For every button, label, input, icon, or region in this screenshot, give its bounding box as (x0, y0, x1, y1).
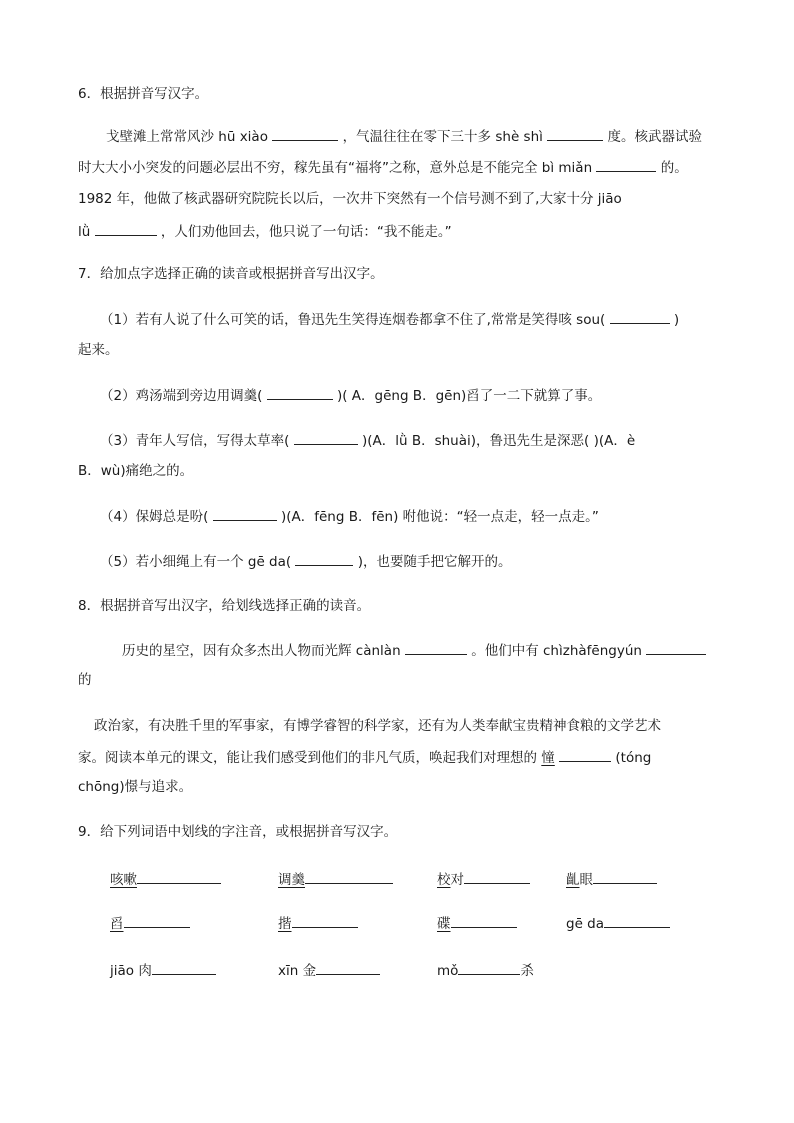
underlined-char: 齓 (566, 872, 580, 888)
answer-blank[interactable] (596, 157, 656, 172)
answer-blank[interactable] (124, 913, 190, 928)
q8-text: 家。阅读本单元的课文，能让我们感受到他们的非凡气质，唤起我们对理想的 (78, 750, 537, 766)
pinyin-prompt: gē da (566, 916, 605, 932)
underlined-word: 调羹 (278, 872, 305, 888)
q9-item (110, 869, 221, 890)
answer-blank[interactable] (272, 126, 338, 141)
q8-line2: 的 (78, 672, 92, 688)
answer-blank[interactable] (610, 309, 670, 324)
q6-line1 (106, 126, 702, 147)
q6-line2 (78, 157, 688, 178)
q6-text: lǜ (78, 224, 91, 240)
q7-text: （1）若有人说了什么可笑的话，鲁迅先生笑得连烟卷都拿不住了,常常是笑得咳 sou( (100, 312, 606, 328)
q7-text: （4）保姆总是吩( (100, 509, 209, 525)
answer-blank[interactable] (95, 221, 157, 236)
q7-item1-cont: 起来。 (78, 342, 119, 358)
answer-blank[interactable] (267, 385, 333, 400)
underlined-char: 碟 (437, 916, 451, 932)
q8-title: 8．根据拼音写出汉字，给划线选择正确的读音。 (78, 598, 371, 614)
q6-line4 (78, 221, 452, 242)
answer-blank[interactable] (559, 747, 611, 762)
underlined-char: 舀 (110, 916, 124, 932)
q6-line3: 1982 年，他做了核武器研究院院长以后，一次井下突然有一个信号测不到了,大家十分 jiāo (78, 191, 622, 207)
underlined-char: 憧 (541, 750, 555, 766)
q7-item3-cont: B．wù)痛绝之的。 (78, 463, 194, 479)
answer-blank[interactable] (152, 960, 216, 975)
answer-blank[interactable] (316, 960, 380, 975)
answer-blank[interactable] (451, 913, 517, 928)
q7-text: )(A．fēng B．fēn) 咐他说：“轻一点走，轻一点走。” (280, 509, 599, 525)
answer-blank[interactable] (464, 869, 530, 884)
q7-item1 (100, 309, 679, 330)
q7-item3 (100, 430, 635, 451)
q9-item (278, 960, 380, 981)
word-rest: 眼 (579, 872, 593, 888)
answer-blank[interactable] (593, 869, 657, 884)
q9-item (566, 869, 657, 890)
answer-blank[interactable] (405, 640, 467, 655)
answer-blank[interactable] (213, 506, 277, 521)
underlined-char: 揩 (278, 916, 292, 932)
answer-blank[interactable] (646, 640, 706, 655)
answer-blank[interactable] (305, 869, 393, 884)
q7-title: 7．给加点字选择正确的读音或根据拼音写出汉字。 (78, 266, 384, 282)
q8-text: 历史的星空，因有众多杰出人物而光辉 cànlàn (122, 643, 401, 659)
answer-blank[interactable] (294, 430, 358, 445)
q7-text: （3）青年人写信，写得太草率( (100, 433, 290, 449)
q7-text: （5）若小细绳上有一个 gē da( (100, 554, 292, 570)
word-rest: 对 (450, 872, 464, 888)
q7-item4 (100, 506, 599, 527)
q6-text: 戈壁滩上常常风沙 hū xiào (106, 129, 268, 145)
q7-item5 (100, 551, 512, 572)
q9-item (437, 913, 517, 934)
q9-item (110, 960, 216, 981)
pinyin-prompt: mǒ (437, 963, 459, 979)
word-rest: 杀 (520, 963, 534, 979)
q8-line5: chōng)憬与追求。 (78, 779, 193, 795)
answer-blank[interactable] (547, 126, 603, 141)
underlined-char: 校 (437, 872, 451, 888)
q9-title: 9．给下列词语中划线的字注音，或根据拼音写汉字。 (78, 824, 398, 840)
q6-text: ，人们劝他回去，他只说了一句话：“我不能走。” (160, 224, 452, 240)
q7-text: ) (673, 312, 680, 328)
answer-blank[interactable] (295, 551, 353, 566)
q6-text: 的。 (660, 160, 688, 176)
q8-line3: 政治家，有决胜千里的军事家，有博学睿智的科学家，还有为人类奉献宝贵精神食粮的文学艺术 (94, 718, 661, 734)
q7-text: )(A．lǜ B．shuài)，鲁迅先生是深恶( )(A．è (361, 433, 636, 449)
q6-text: 时大大小小突发的问题必层出不穷，稼先虽有“福将”之称，意外总是不能完全 bì miǎn (78, 160, 593, 176)
answer-blank[interactable] (458, 960, 520, 975)
q9-item (278, 913, 358, 934)
q9-item (437, 960, 534, 981)
q7-text: )( A．gēng B．gēn)舀了一二下就算了事。 (336, 388, 602, 404)
q9-item (566, 913, 670, 934)
q6-text: 度。核武器试验 (607, 129, 702, 145)
underlined-word: 咳嗽 (110, 872, 137, 888)
pinyin-prompt: jiāo 肉 (110, 963, 152, 979)
answer-blank[interactable] (137, 869, 221, 884)
q9-item (278, 869, 393, 890)
q7-text: （2）鸡汤端到旁边用调羹( (100, 388, 263, 404)
q6-title: 6．根据拼音写汉字。 (78, 86, 209, 102)
q8-line1 (122, 640, 706, 661)
q6-text: ，气温往往在零下三十多 shè shì (342, 129, 543, 145)
pinyin-prompt: xīn 金 (278, 963, 317, 979)
answer-blank[interactable] (292, 913, 358, 928)
q7-item2 (100, 385, 601, 406)
q9-item (110, 913, 190, 934)
q8-line4 (78, 747, 651, 768)
q7-text: )，也要随手把它解开的。 (357, 554, 512, 570)
q8-text: 。他们中有 chìzhàfēngyún (471, 643, 642, 659)
q8-text: (tóng (615, 750, 652, 766)
answer-blank[interactable] (604, 913, 670, 928)
q9-item (437, 869, 530, 890)
